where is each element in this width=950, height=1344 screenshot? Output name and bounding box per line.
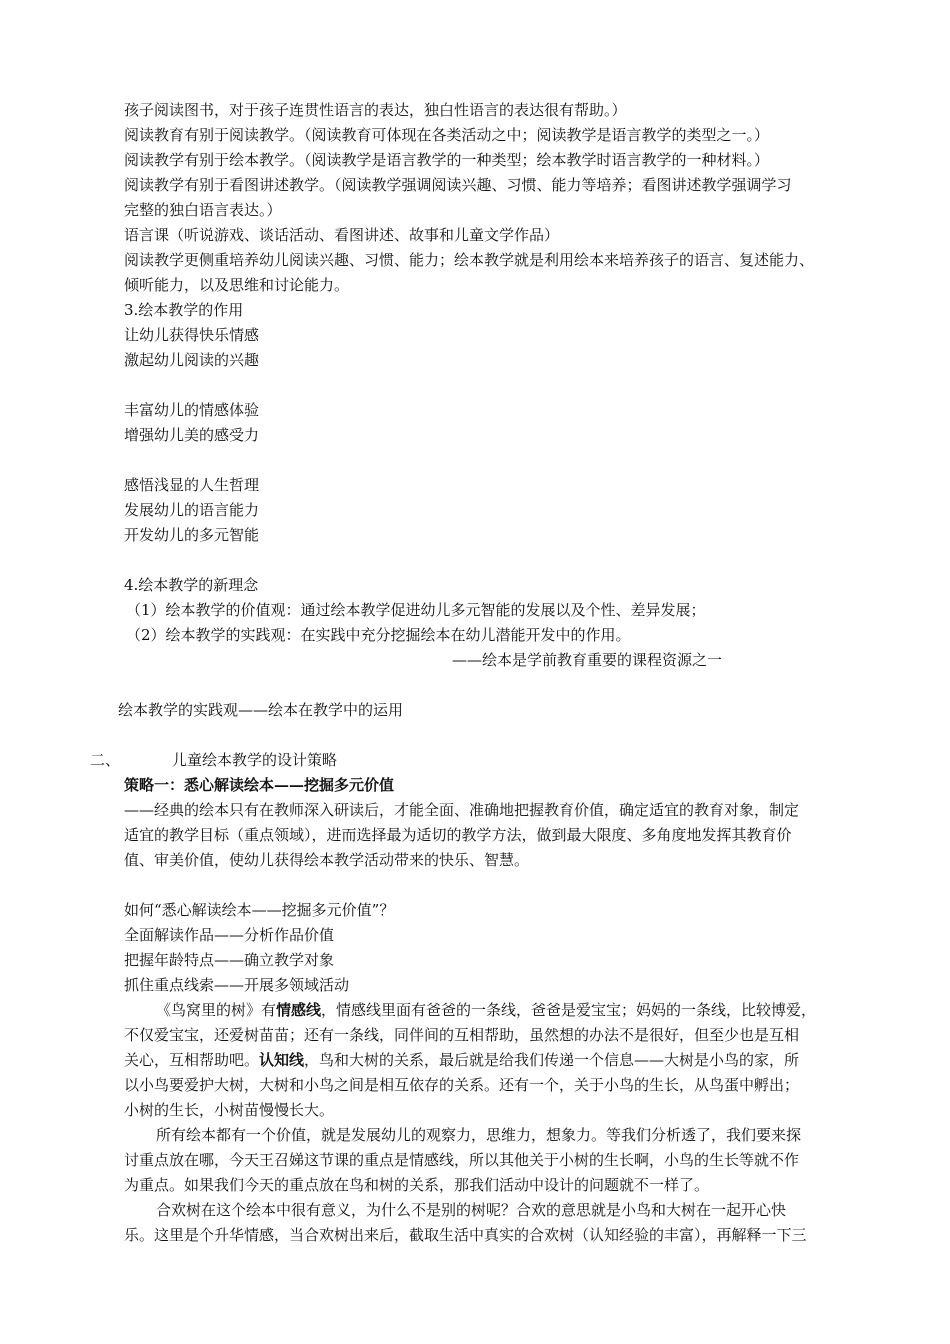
list-item: 发展幼儿的语言能力: [124, 501, 260, 519]
para-line-4: 阅读教学有别于看图讲述教学。（阅读教学强调阅读兴趣、习惯、能力等培养；看图讲述教学强调学习: [124, 176, 792, 194]
para-line-5: 完整的独白语言表达。）: [124, 201, 282, 219]
question-line: 如何“悉心解读绘本——挖掘多元价值”？: [124, 901, 395, 919]
text-run: 《鸟窝里的树》有: [156, 1001, 277, 1019]
para-line: [124, 1049, 870, 1071]
list-item: 开发幼儿的多元智能: [124, 526, 260, 544]
quote-attribution: ——绘本是学前教育重要的课程资源之一: [452, 651, 723, 669]
para-line: [156, 999, 902, 1021]
list-item: 让幼儿获得快乐情感: [124, 326, 260, 344]
para-line-8: 倾听能力，以及思维和讨论能力。: [124, 276, 350, 294]
para-line: 所有绘本都有一个价值，就是发展幼儿的观察力，思维力，想象力。等我们分析透了，我们要来探: [156, 1126, 802, 1144]
list-item: 把握年龄特点——确立教学对象: [124, 951, 335, 969]
para-line: ——经典的绘本只有在教师深入研读后，才能全面、准确地把握教育价值，确定适宜的教育对象，制定: [124, 801, 800, 819]
list-item: （1）绘本教学的价值观：通过绘本教学促进幼儿多元智能的发展以及个性、差异发展；: [126, 601, 706, 619]
section-heading-3: 3.绘本教学的作用: [124, 301, 244, 319]
list-item: 抓住重点线索——开展多领域活动: [124, 976, 350, 994]
text-run: ，鸟和大树的关系，最后就是给我们传递一个信息——大树是小鸟的家，所: [304, 1051, 800, 1069]
list-item: 激起幼儿阅读的兴趣: [124, 351, 260, 369]
para-line: 适宜的教学目标（重点领域），进而选择最为适切的教学方法，做到最大限度、多角度地发挥其教育价: [124, 826, 792, 844]
text-run: 关心，互相帮助吧。: [124, 1051, 260, 1069]
para-line: 乐。这里是个升华情感，当合欢树出来后，截取生活中真实的合欢树（认知经验的丰富），再解释一下三: [124, 1226, 807, 1244]
bold-term: 认知线: [259, 1051, 305, 1069]
para-line: 小树的生长，小树苗慢慢长大。: [124, 1101, 335, 1119]
para-line: 合欢树在这个绘本中很有意义，为什么不是别的树呢？合欢的意思就是小鸟和大树在一起开心快: [156, 1201, 787, 1219]
para-line: 以小鸟要爱护大树，大树和小鸟之间是相互依存的关系。还有一个，关于小鸟的生长，从鸟蛋中孵出；: [124, 1076, 800, 1094]
para-line-1: 孩子阅读图书，对于孩子连贯性语言的表达，独白性语言的表达很有帮助。）: [124, 101, 627, 119]
list-item: （2）绘本教学的实践观：在实践中充分挖掘绘本在幼儿潜能开发中的作用。: [126, 626, 631, 644]
para-line: 为重点。如果我们今天的重点放在鸟和树的关系，那我们活动中设计的问题就不一样了。: [124, 1176, 710, 1194]
practice-view-line: 绘本教学的实践观——绘本在教学中的运用: [118, 701, 404, 719]
list-item: 增强幼儿美的感受力: [124, 426, 260, 444]
bold-term: 情感线: [276, 1001, 322, 1019]
para-line: 值、审美价值，使幼儿获得绘本教学活动带来的快乐、智慧。: [124, 851, 530, 869]
strategy-heading: 策略一：悉心解读绘本——挖掘多元价值: [124, 776, 395, 794]
para-line: 讨重点放在哪，今天王召娣这节课的重点是情感线，所以其他关于小树的生长啊，小鸟的生长等就不作: [124, 1151, 800, 1169]
text-run: ，情感线里面有爸爸的一条线，爸爸是爱宝宝；妈妈的一条线，比较博爱，: [321, 1001, 817, 1019]
para-line-2: 阅读教育有别于阅读教学。（阅读教育可体现在各类活动之中；阅读教学是语言教学的类型之一。）: [124, 126, 770, 144]
para-line-7: 阅读教学更侧重培养幼儿阅读兴趣、习惯、能力；绘本教学就是利用绘本来培养孩子的语言、复述能力、: [124, 251, 815, 269]
list-item: 丰富幼儿的情感体验: [124, 401, 260, 419]
para-line: 不仅爱宝宝，还爱树苗苗；还有一条线，同伴间的互相帮助，虽然想的办法不是很好，但至少也是互相: [124, 1026, 800, 1044]
section-heading-4: 4.绘本教学的新理念: [124, 576, 259, 594]
list-item: 感悟浅显的人生哲理: [124, 476, 260, 494]
list-item: 全面解读作品——分析作品价值: [124, 926, 335, 944]
para-line-3: 阅读教学有别于绘本教学。（阅读教学是语言教学的一种类型；绘本教学时语言教学的一种材料。）: [124, 151, 770, 169]
part-heading: 儿童绘本教学的设计策略: [172, 751, 338, 769]
para-line-6: 语言课（听说游戏、谈话活动、看图讲述、故事和儿童文学作品）: [124, 226, 560, 244]
part-number: 二、: [90, 751, 121, 769]
